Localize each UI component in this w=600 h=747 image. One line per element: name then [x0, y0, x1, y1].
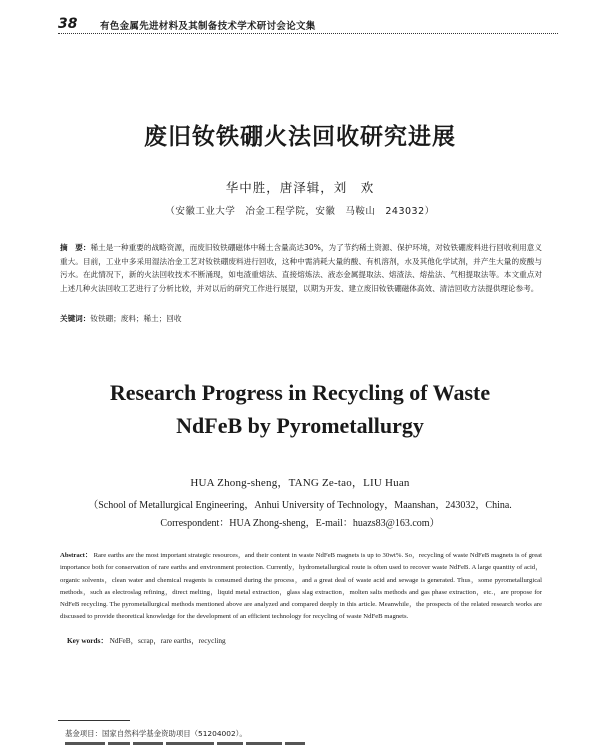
cropped-footnote-line — [65, 742, 335, 747]
title-english — [0, 376, 600, 442]
affiliation-english-line2: Correspondent：HUA Zhong-sheng，E-mail：huazs83@163.com） — [160, 518, 440, 529]
page-number: 38 — [58, 16, 78, 32]
affiliation-english-line1: （School of Metallurgical Engineering，Anhui University of Technology，Maanshan，243032，China. — [88, 500, 512, 511]
keywords-chinese-label: 关键词： — [60, 314, 91, 323]
journal-title: 有色金属先进材料及其制备技术学术研讨会论文集 — [100, 21, 316, 32]
authors-english: HUA Zhong-sheng，TANG Ze-tao，LIU Huan — [190, 477, 410, 489]
title-english-line2: NdFeB by Pyrometallurgy — [176, 413, 424, 438]
affiliation-chinese: （安徽工业大学 冶金工程学院，安徽 马鞍山 243032） — [165, 206, 435, 217]
abstract-chinese-text: 稀土是一种重要的战略资源，而废旧钕铁硼磁体中稀土含量高达30%，为了节约稀土资源、保护环境，对钕铁硼废料进行回收利用意义重大。目前，工业中多采用湿法冶金工艺对钕铁硼废料进行回收，这种中需消耗大量的酸、有机溶剂，水及其他化学试剂，并产生大量的废酸与污水。在此情况下，新的火法回收技术不断涌现，如电渣重熔法、直接熔炼法、液态金属提取法、熔渣法、熔盐法、气相提取法等。本文重点对上述几种火法回收工艺进行了分析比较，并对以后的研究工作进行展望，以期为开发、建立废旧钕铁硼磁体高效、清洁回收方法提供理论参考。 — [60, 243, 542, 293]
footnote-divider — [58, 720, 130, 721]
abstract-english-label: Abstract： — [60, 552, 92, 559]
abstract-english-text: Rare earths are the most important strategic resources，and their content in waste NdFeB magnets is up to 30wt%. So，recycling of waste NdFeB magnets is of great importance both for conservation of rare earths and environment protection. Currently，hydrometallurgical route is often used to recover waste NdFeB. A large quantity of acid，organic solvents，clean water and chemical reagents is consumed during the process，and a great deal of waste acid and sewage is generated. Thus，some pyrometallurgical methods，such as electroslag refining，direct melting，liquid metal extraction，glass slag extraction，molten salts methods and gas phase extraction，etc.，are propose for NdFeB recycling. The pyrometallurgical methods mentioned above are analyzed and compared deeply in this article. Meanwhile，the prospects of the related research works are discussed to provide theoretical knowledge for the development of an efficient technology for recycling of waste NdFeB magnets. — [60, 552, 542, 621]
title-chinese: 废旧钕铁硼火法回收研究进展 — [144, 123, 456, 150]
affiliation-english — [0, 497, 600, 533]
keywords-english-label: Key words： — [67, 636, 108, 645]
abstract-english — [60, 550, 542, 624]
funding-footnote: 基金项目：国家自然科学基金资助项目（51204002）。 — [65, 729, 247, 738]
keywords-english-text: NdFeB，scrap，rare earths，recycling — [109, 636, 226, 645]
keywords-chinese — [60, 313, 542, 325]
header-divider — [58, 33, 558, 34]
abstract-chinese — [60, 241, 542, 295]
abstract-chinese-label: 摘 要： — [60, 243, 91, 252]
keywords-english — [67, 635, 542, 647]
authors-chinese: 华中胜，唐泽辑，刘 欢 — [225, 180, 375, 195]
keywords-chinese-text: 钕铁硼；废料；稀土；回收 — [90, 314, 182, 323]
running-head — [58, 14, 558, 32]
title-english-line1: Research Progress in Recycling of Waste — [109, 380, 491, 405]
